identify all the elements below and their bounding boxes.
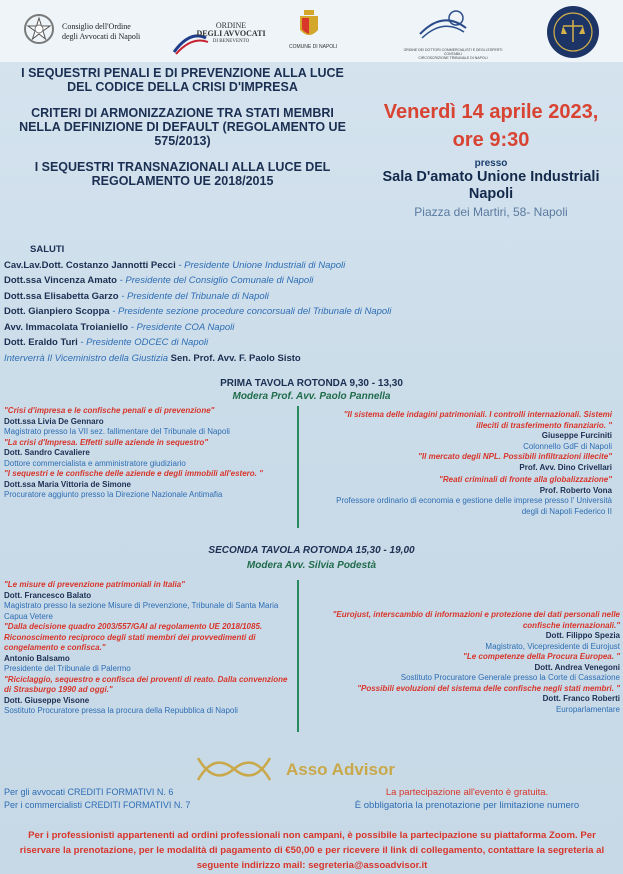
event-titles bbox=[10, 66, 355, 200]
talk-topic: "Il mercato degli NPL. Possibili infiltrazioni illecite" bbox=[418, 452, 612, 461]
asso-advisor-logo-icon bbox=[192, 750, 276, 788]
logo1-line2: degli Avvocati di Napoli bbox=[62, 32, 141, 41]
title-2: CRITERI DI ARMONIZZAZIONE TRA STATI MEMBRI NELLA DEFINIZIONE DI DEFAULT (REGOLAMENTO UE 575/2013) bbox=[19, 106, 346, 148]
divider-line bbox=[297, 406, 299, 528]
talk-role: Sostituto Procuratore Generale presso la Corte di Cassazione bbox=[400, 673, 620, 682]
talk-role: Colonnello GdF di Napoli bbox=[523, 441, 612, 451]
logo4-line2: CIRCOSCRIZIONE TRIBUNALE DI NAPOLI bbox=[418, 56, 488, 60]
talk-topic: "La crisi d'Impresa. Effetti sulle aziende in sequestro" bbox=[4, 437, 209, 447]
venue-address: Piazza dei Martiri, 58- Napoli bbox=[414, 205, 568, 219]
speaker-role: - Presidente COA Napoli bbox=[128, 321, 235, 333]
event-time: ore 9:30 bbox=[452, 129, 530, 151]
saluti-row bbox=[4, 304, 444, 320]
talk-topic: "Le misure di prevenzione patrimoniali in Italia" bbox=[4, 580, 185, 589]
presso-label: presso bbox=[474, 158, 508, 169]
logo4-text bbox=[398, 48, 508, 60]
logo2-line3: DI BENEVENTO bbox=[212, 39, 250, 44]
talk-role: Dottore commercialista e amministratore giudiziario bbox=[4, 458, 186, 468]
talk-role: Procuratore aggiunto presso la Direzione Nazionale Antimafia bbox=[4, 490, 223, 499]
speaker-name: Dott. Gianpiero Scoppa bbox=[4, 306, 110, 317]
logo1-line1: Consiglio dell'Ordine bbox=[62, 22, 131, 31]
talk-topic: "Eurojust, interscambio di informazioni e protezione dei dati personali nelle confische internazionali." bbox=[332, 610, 620, 630]
speaker-name: Dott.ssa Elisabetta Garzo bbox=[4, 290, 119, 302]
talk-speaker: Dott.ssa Livia De Gennaro bbox=[4, 416, 104, 426]
brand-name: Asso Advisor bbox=[286, 760, 395, 779]
credits-info bbox=[4, 786, 190, 812]
saluti-row bbox=[4, 320, 444, 336]
talk-speaker: Antonio Balsamo bbox=[4, 653, 70, 663]
speaker-role: - Presidente sezione procedure concorsuali del Tribunale di Napoli bbox=[109, 306, 392, 317]
venue-line2: Napoli bbox=[468, 186, 514, 202]
talk-topic: "Possibili evoluzioni del sistema delle confische negli stati membri. " bbox=[357, 683, 620, 693]
speaker-name: Avv. Immacolata Troianiello bbox=[4, 321, 129, 333]
talk-topic: "Le competenze della Procura Europea. " bbox=[463, 652, 620, 661]
talk-role: Magistrato presso la sezione Misure di Prevenzione, Tribunale di Santa Maria Capua Vetere bbox=[4, 601, 279, 621]
credits-commercialisti: Per i commercialisti CREDITI FORMATIVI N. 7 bbox=[4, 800, 191, 810]
round1-moderator: Modera Prof. Avv. Paolo Pannella bbox=[232, 391, 391, 402]
vice-text: Interverrà Il Viceministro della Giustizia bbox=[4, 352, 169, 364]
speaker-role: - Presidente ODCEC di Napoli bbox=[77, 337, 209, 348]
vice-name: Sen. Prof. Avv. F. Paolo Sisto bbox=[168, 352, 301, 364]
talk-speaker: Prof. Avv. Dino Crivellari bbox=[519, 462, 612, 472]
divider-line bbox=[297, 580, 299, 732]
talk-speaker: Dott.ssa Maria Vittoria de Simone bbox=[4, 479, 131, 489]
talk-role: Magistrato presso la VII sez. fallimentare del Tribunale di Napoli bbox=[4, 427, 230, 436]
talk-role: Magistrato, Vicepresidente di Eurojust bbox=[485, 641, 620, 651]
talk-topic: "Il sistema delle indagini patrimoniali. I controlli internazionali. Sistemi illeciti di trasferimento finanziario. " bbox=[343, 410, 612, 430]
talk-topic: "Crisi d'impresa e le confische penali e di prevenzione" bbox=[4, 406, 215, 415]
title-1: I SEQUESTRI PENALI E DI PREVENZIONE ALLA LUCE DEL CODICE DELLA CRISI D'IMPRESA bbox=[21, 66, 344, 94]
italian-emblem-icon bbox=[22, 12, 56, 48]
talk-speaker: Prof. Roberto Vona bbox=[539, 485, 612, 495]
talk-speaker: Dott. Francesco Balato bbox=[4, 590, 92, 600]
logo2-line2: DEGLI AVVOCATI bbox=[196, 29, 266, 38]
talk-speaker: Dott. Sandro Cavaliere bbox=[4, 448, 90, 457]
talk-speaker: Dott. Andrea Venegoni bbox=[534, 662, 620, 672]
talk-role: Europarlamentare bbox=[555, 704, 620, 714]
comune-napoli-crest-icon bbox=[298, 10, 320, 40]
talk-topic: "I sequestri e le confische delle aziende e degli immobili all'estero. " bbox=[4, 469, 263, 478]
saluti-row bbox=[4, 273, 444, 289]
zoom-info: Per i professionisti appartenenti ad ordini professionali non campani, è possibile la partecipazione su piattaforma Zoom. Per riservare la prenotazione, per le modalità di pagamento di €50,00 e per ricevere il link di collegamento, contattare la segreteria al seguente indirizzo mail: segreteria@assoadvisor.it bbox=[19, 830, 605, 871]
talk-topic: "Riciclaggio, sequestro e confisca dei proventi di reato. Dalla convenzione di Strasburgo 1990 ad oggi." bbox=[4, 674, 288, 694]
event-date: Venerdì 14 aprile 2023, bbox=[383, 101, 599, 123]
logo2-text bbox=[196, 22, 266, 46]
speaker-role: - Presidente del Tribunale di Napoli bbox=[118, 290, 269, 302]
talk-role: Sostituto Procuratore pressa la procura della Repubblica di Napoli bbox=[4, 706, 238, 715]
talk-speaker: Dott. Filippo Spezia bbox=[545, 631, 620, 640]
logo2-line1: ORDINE bbox=[215, 21, 247, 30]
saluti-row bbox=[4, 289, 444, 305]
seal-logo-icon bbox=[545, 4, 601, 60]
speaker-role: - Presidente Unione Industriali di Napoli bbox=[175, 259, 346, 271]
participation-info bbox=[327, 786, 607, 812]
round1-left-column bbox=[4, 406, 294, 501]
saluti-row bbox=[4, 258, 444, 274]
venue-line1: Sala D'amato Unione Industriali bbox=[382, 169, 600, 185]
date-venue-block bbox=[360, 98, 622, 219]
talk-speaker: Dott. Franco Roberti bbox=[542, 694, 620, 703]
saluti-row bbox=[4, 335, 444, 351]
logo4-line1: ORDINE DEI DOTTORI COMMERCIALISTI E DEGLI ESPERTI CONTABILI bbox=[403, 48, 503, 56]
speaker-name: Cav.Lav.Dott. Costanzo Jannotti Pecci bbox=[4, 259, 176, 271]
booking-required: È obbligatoria la prenotazione per limitazione numero bbox=[354, 800, 580, 811]
talk-role: Presidente del Tribunale di Palermo bbox=[4, 664, 131, 673]
odcec-napoli-logo-icon bbox=[418, 8, 468, 42]
logo-coa-napoli-text bbox=[62, 22, 140, 42]
round2-left-column bbox=[4, 580, 294, 717]
talk-topic: "Dalla decisione quadro 2003/557/GAI al regolamento UE 2018/1085. Riconoscimento reciproco degli stati membri dei provvedimenti di congelamento e confisca." bbox=[4, 622, 263, 652]
speaker-name: Dott.ssa Vincenza Amato bbox=[4, 275, 117, 286]
free-participation: La partecipazione all'evento è gratuita. bbox=[385, 787, 549, 798]
speaker-name: Dott. Eraldo Turi bbox=[4, 337, 78, 348]
title-3: I SEQUESTRI TRANSNAZIONALI ALLA LUCE DEL REGOLAMENTO UE 2018/2015 bbox=[34, 160, 331, 188]
talk-role: Professore ordinario di economia e gestione delle imprese presso l' Università degli di Napoli Federico II bbox=[336, 496, 612, 516]
round1-right-column bbox=[320, 410, 612, 517]
saluti-title: SALUTI bbox=[30, 244, 65, 255]
round2-title: SECONDA TAVOLA ROTONDA 15,30 - 19,00 bbox=[208, 545, 415, 556]
talk-speaker: Giuseppe Furciniti bbox=[541, 431, 612, 440]
round2-moderator: Modera Avv. Silvia Podestà bbox=[246, 560, 377, 571]
talk-topic: "Reati criminali di fronte alla globalizzazione" bbox=[439, 475, 612, 484]
logo3-text: COMUNE DI NAPOLI bbox=[289, 44, 338, 50]
talk-speaker: Dott. Giuseppe Visone bbox=[4, 695, 90, 705]
credits-avvocati: Per gli avvocati CREDITI FORMATIVI N. 6 bbox=[4, 787, 174, 797]
logos-header bbox=[0, 0, 623, 62]
round2-right-column bbox=[320, 610, 620, 715]
saluti-vice-row bbox=[4, 351, 444, 367]
saluti-section bbox=[4, 242, 444, 366]
speaker-role: - Presidente del Consiglio Comunale di Napoli bbox=[116, 275, 314, 286]
round1-title: PRIMA TAVOLA ROTONDA 9,30 - 13,30 bbox=[220, 378, 403, 389]
